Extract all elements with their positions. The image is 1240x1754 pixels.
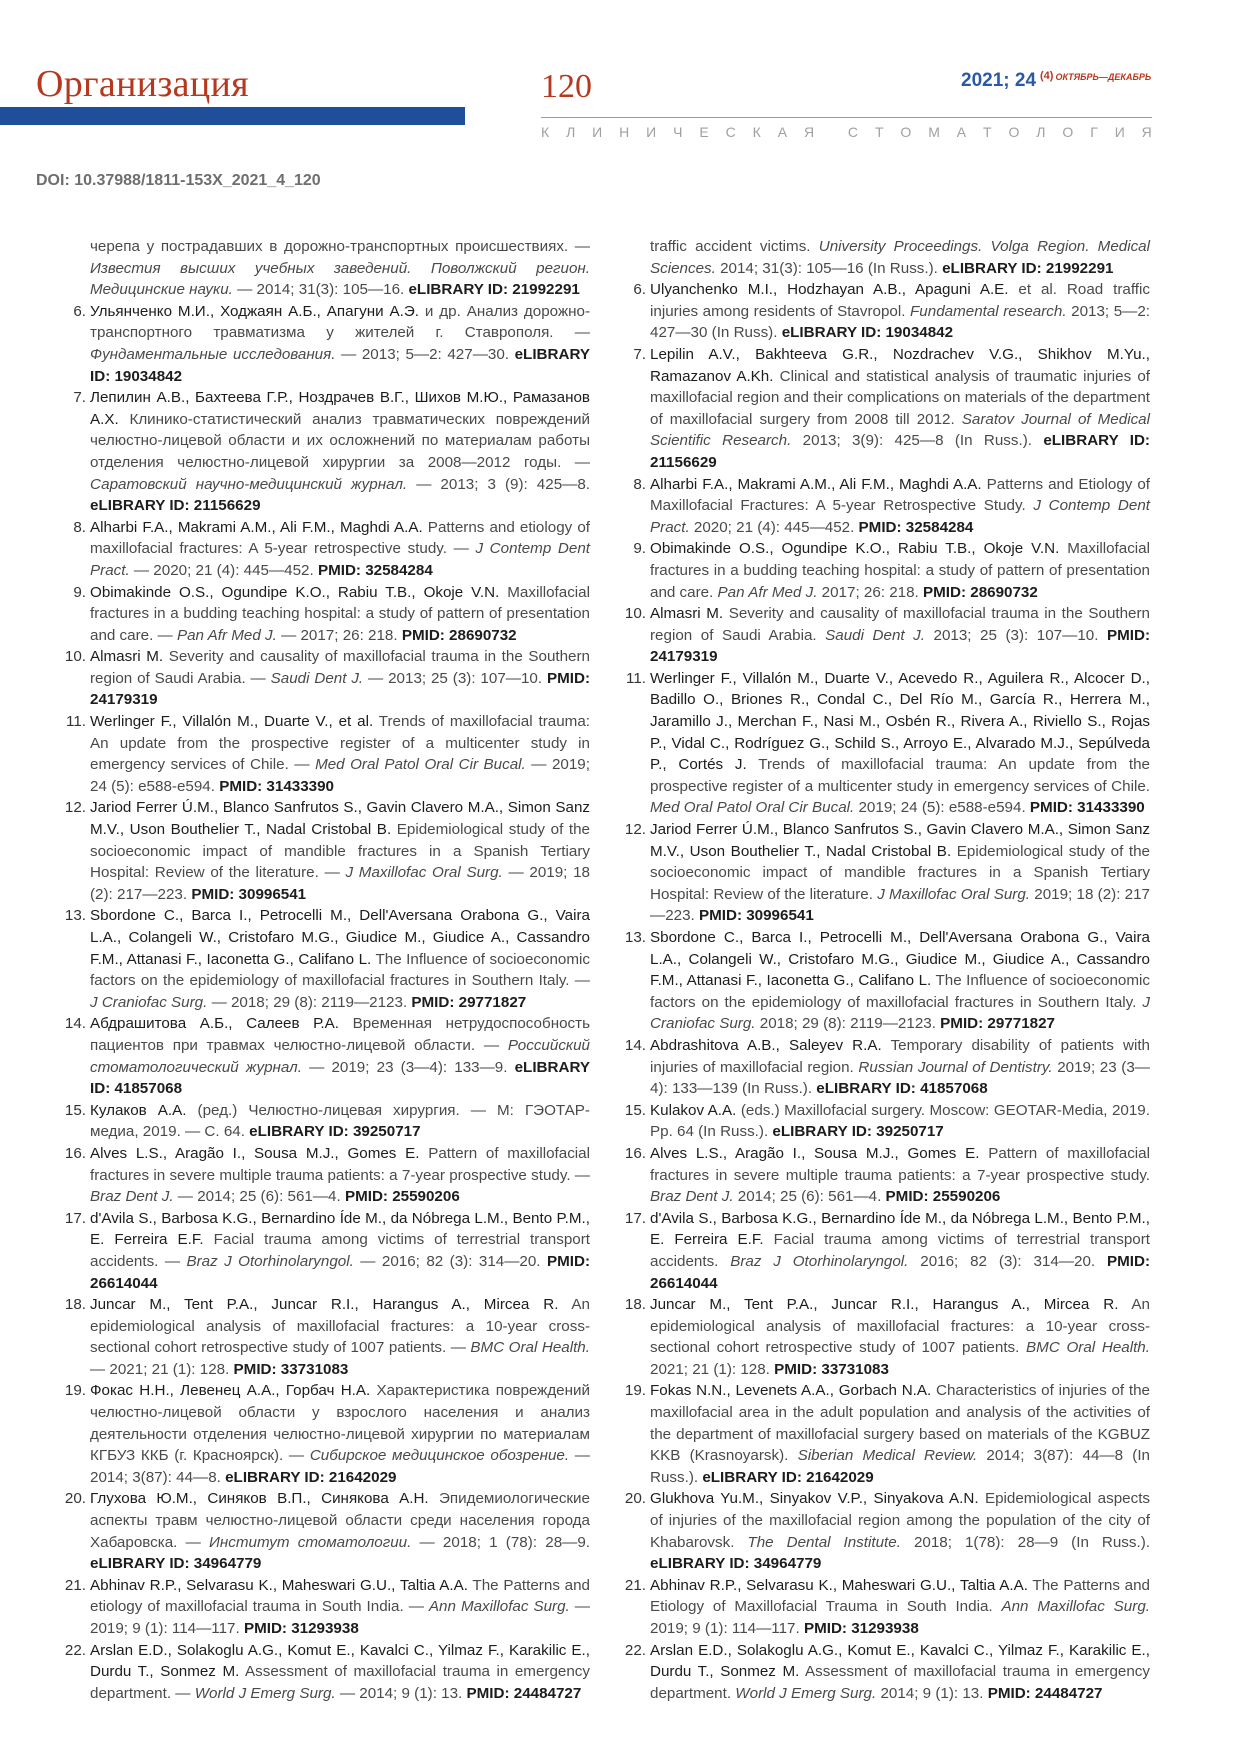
ref-title: (eds.) Maxillofacial surgery. Moscow: GEOTAR-Media, 2019. Pp. 64 (In Russ.). xyxy=(650,1101,1150,1141)
ref-authors: Sbordone C., Barca I., Petrocelli M., Dell'Aversana Orabona G., Vaira L.A., Colangeli W., Cristofaro M.G., Giudice M., Giudice A., Cassandro F.M., Attanasi F., Iaconetta G., Califano L. xyxy=(90,907,590,968)
ref-journal: Известия высших учебных заведений. Поволжский регион. Медицинские науки. xyxy=(90,259,590,299)
reference-item xyxy=(62,646,590,711)
ref-identifier[interactable]: PMID: 26614044 xyxy=(650,1252,1150,1292)
ref-details: — 2019; 9 (1): 114—117. xyxy=(90,1598,590,1637)
ref-details: — 2019; 23 (3—4): 133—9. xyxy=(301,1058,515,1076)
ref-identifier[interactable]: eLIBRARY ID: 21156629 xyxy=(650,432,1150,471)
ref-journal: Med Oral Patol Oral Cir Bucal. xyxy=(650,799,855,817)
ref-journal: Braz J Otorhinolaryngol. xyxy=(186,1252,354,1270)
journal-letter: Е xyxy=(699,124,709,140)
journal-letter: Я xyxy=(803,124,815,140)
ref-number: 9. xyxy=(73,583,86,601)
ref-details: 2019; 23 (3—4): 133—139 (In Russ.). xyxy=(650,1058,1150,1098)
ref-title: Эпидемиологические аспекты травм челюстно-лицевой области среди населения города Хабаровска. — xyxy=(90,1490,590,1551)
ref-number: 12. xyxy=(64,799,86,817)
ref-journal: World J Emerg Surg. xyxy=(735,1684,877,1702)
ref-identifier[interactable]: eLIBRARY ID: 41857068 xyxy=(90,1058,590,1098)
ref-authors: Абдрашитова А.Б., Салеев Р.А. xyxy=(90,1015,339,1033)
ref-number: 22. xyxy=(64,1641,86,1659)
ref-authors: Werlinger F., Villalón M., Duarte V., et al. xyxy=(90,713,374,731)
ref-details: 2014; 31(3): 105—16 (In Russ.). xyxy=(715,259,943,277)
ref-identifier[interactable]: PMID: 31433390 xyxy=(219,777,335,795)
reference-item xyxy=(62,301,590,387)
ref-details: 2014; 9 (1): 13. xyxy=(876,1684,988,1702)
ref-authors: Arslan E.D., Solakoglu A.G., Komut E., Kavalci C., Yilmaz F., Karakilic E., Durdu T., Sonmez M. xyxy=(90,1641,590,1681)
ref-details: 2013; 5—2: 427—30 (In Russ). xyxy=(650,302,1150,342)
ref-title: Facial trauma among victims of terrestrial transport accidents. xyxy=(650,1231,1150,1270)
ref-number: 14. xyxy=(64,1015,86,1033)
ref-identifier[interactable]: eLIBRARY ID: 19034842 xyxy=(90,345,590,385)
ref-title: черепа у пострадавших в дорожно-транспортных происшествиях. — xyxy=(90,238,590,255)
ref-identifier[interactable]: eLIBRARY ID: 21992291 xyxy=(408,281,580,299)
header-rule xyxy=(541,117,1152,118)
ref-number: 17. xyxy=(64,1209,86,1227)
ref-title: The Influence of socioeconomic factors on the epidemiology of maxillofacial fractures in Southern Italy. — xyxy=(90,950,590,990)
ref-title: An epidemiological analysis of maxillofacial fractures: a 10-year cross-sectional cohort retrospective study of 1007 patients. xyxy=(650,1296,1151,1357)
journal-letter: О xyxy=(1062,124,1074,140)
ref-number: 7. xyxy=(73,389,86,407)
reference-item xyxy=(62,1575,590,1640)
ref-identifier[interactable]: eLIBRARY ID: 39250717 xyxy=(249,1123,421,1141)
ref-journal: Pan Afr Med J. xyxy=(717,583,818,601)
journal-letter: А xyxy=(956,124,967,140)
ref-authors: Jariod Ferrer Ú.M., Blanco Sanfrutos S., Gavin Clavero M.A., Simon Sanz M.V., Uson Bouthelier T., Nadal Cristobal B. xyxy=(90,799,590,839)
ref-authors: Alves L.S., Aragão I., Sousa M.J., Gomes E. xyxy=(90,1144,420,1162)
ref-identifier[interactable]: eLIBRARY ID: 34964779 xyxy=(90,1555,262,1573)
ref-number: 14. xyxy=(624,1036,646,1054)
journal-letter: К xyxy=(541,124,550,140)
header-accent-bar xyxy=(0,107,465,125)
ref-journal: Saudi Dent J. xyxy=(270,669,364,687)
ref-title: The Patterns and etiology of maxillofacial trauma in South India. — xyxy=(90,1576,590,1616)
ref-details: 2019; 18 (2): 217—223. xyxy=(650,885,1150,925)
ref-identifier[interactable]: PMID: 30996541 xyxy=(191,885,307,903)
ref-identifier[interactable]: eLIBRARY ID: 21642029 xyxy=(702,1468,874,1486)
ref-authors: Almasri M. xyxy=(650,605,724,623)
ref-number: 19. xyxy=(624,1382,646,1400)
ref-number: 15. xyxy=(624,1101,646,1119)
ref-details: 2013; 3(9): 425—8 (In Russ.). xyxy=(791,432,1044,450)
ref-identifier[interactable]: PMID: 24484727 xyxy=(987,1684,1103,1702)
ref-number: 7. xyxy=(633,345,646,363)
ref-authors: Arslan E.D., Solakoglu A.G., Komut E., Kavalci C., Yilmaz F., Karakilic E., Durdu T., Sonmez M. xyxy=(650,1641,1150,1681)
ref-number: 11. xyxy=(66,713,86,731)
ref-details: — 2014; 25 (6): 561—4. xyxy=(173,1188,345,1206)
ref-identifier[interactable]: eLIBRARY ID: 21642029 xyxy=(225,1468,397,1486)
ref-number: 10. xyxy=(624,605,646,623)
ref-journal: J Craniofac Surg. xyxy=(650,993,1150,1033)
reference-item xyxy=(622,819,1150,927)
ref-journal: Российский стоматологический журнал. xyxy=(90,1036,590,1076)
reference-item xyxy=(62,1294,590,1380)
ref-title: и др. Анализ дорожно-транспортного травматизма у жителей г. Ставрополя. — xyxy=(90,302,591,342)
ref-journal: J Maxillofac Oral Surg. xyxy=(345,864,503,882)
ref-journal: Ann Maxillofac Surg. xyxy=(1001,1598,1150,1616)
ref-identifier[interactable]: PMID: 31293938 xyxy=(243,1620,359,1637)
ref-title: Epidemiological study of the socioeconomic impact of mandible fractures in a Spanish Tertiary Hospital: Review of the literature. — xyxy=(90,821,590,882)
reference-item xyxy=(62,1380,590,1488)
ref-details: — 2014; 31(3): 105—16. xyxy=(232,281,409,299)
journal-letter: Ч xyxy=(673,124,683,140)
ref-number: 21. xyxy=(624,1576,646,1594)
ref-details: 2014; 3(87): 44—8 (In Russ.). xyxy=(650,1447,1150,1486)
reference-item xyxy=(62,236,590,301)
ref-title: Temporary disability of patients with injuries of maxillofacial region. xyxy=(650,1036,1150,1076)
journal-letter: И xyxy=(646,124,657,140)
ref-authors: Abhinav R.P., Selvarasu K., Maheswari G.U., Taltia A.A. xyxy=(90,1576,468,1594)
ref-identifier[interactable]: PMID: 29771827 xyxy=(411,993,527,1011)
reference-item xyxy=(62,582,590,647)
ref-journal: Braz Dent J. xyxy=(650,1188,734,1206)
ref-journal: Саратовский научно-медицинский журнал. xyxy=(90,475,408,493)
ref-number: 16. xyxy=(64,1144,86,1162)
ref-authors: d'Avila S., Barbosa K.G., Bernardino Íde M., da Nóbrega L.M., Bento P.M., E. Ferreira E.F. xyxy=(650,1209,1150,1249)
ref-journal: Институт стоматологии. xyxy=(209,1533,412,1551)
ref-identifier[interactable]: PMID: 32584284 xyxy=(317,561,433,579)
ref-identifier[interactable]: PMID: 33731083 xyxy=(233,1360,349,1378)
ref-identifier[interactable]: PMID: 24179319 xyxy=(90,669,590,709)
ref-number: 18. xyxy=(64,1296,86,1314)
ref-identifier[interactable]: PMID: 28690732 xyxy=(401,626,517,644)
ref-authors: Alharbi F.A., Makrami A.M., Ali F.M., Maghdi A.A. xyxy=(650,475,982,493)
reference-item xyxy=(622,1100,1150,1143)
ref-details: 2021; 21 (1): 128. xyxy=(650,1360,775,1378)
ref-title: (ред.) Челюстно-лицевая хирургия. — М: ГЭОТАР-медиа, 2019. — С. 64. xyxy=(90,1101,590,1141)
ref-identifier[interactable]: PMID: 26614044 xyxy=(90,1252,590,1292)
ref-authors: Lepilin A.V., Bakhteeva G.R., Nozdrachev V.G., Shikhov M.Yu., Ramazanov A.Kh. xyxy=(650,345,1150,385)
ref-title: Severity and causality of maxillofacial trauma in the Southern region of Saudi Arabia. — xyxy=(90,648,591,687)
ref-details: — 2019; 24 (5): e588-e594. xyxy=(90,756,590,795)
reference-item xyxy=(622,344,1150,474)
references-russian-column xyxy=(62,236,590,1704)
ref-title: Epidemiological study of the socioeconomic impact of mandible fractures in a Spanish Tertiary Hospital: Review of the literature. xyxy=(650,842,1150,903)
ref-details: 2018; 1(78): 28—9 (In Russ.). xyxy=(900,1533,1150,1551)
ref-journal: Фундаментальные исследования. xyxy=(90,345,336,363)
ref-journal: Braz Dent J. xyxy=(90,1188,174,1206)
ref-authors: Fokas N.N., Levenets A.A., Gorbach N.A. xyxy=(650,1382,932,1400)
ref-number: 6. xyxy=(73,302,86,320)
ref-details: 2013; 25 (3): 107—10. xyxy=(924,626,1107,644)
ref-authors: Кулаков А.А. xyxy=(90,1101,187,1119)
ref-details: 2019; 9 (1): 114—117. xyxy=(650,1620,804,1637)
ref-details: — 2013; 3 (9): 425—8. xyxy=(407,475,591,493)
journal-letter: А xyxy=(777,124,788,140)
ref-number: 11. xyxy=(626,669,646,687)
ref-identifier[interactable]: eLIBRARY ID: 34964779 xyxy=(650,1555,822,1573)
ref-journal: J Craniofac Surg. xyxy=(90,993,208,1011)
ref-identifier[interactable]: PMID: 30996541 xyxy=(698,907,814,925)
journal-letter: О xyxy=(900,124,912,140)
ref-authors: Alharbi F.A., Makrami A.M., Ali F.M., Maghdi A.A. xyxy=(90,518,423,536)
ref-title: The Patterns and Etiology of Maxillofacial Trauma in South India. xyxy=(650,1576,1150,1616)
ref-journal: Fundamental research. xyxy=(910,302,1067,320)
ref-journal: The Dental Institute. xyxy=(747,1533,901,1551)
ref-authors: Фокас Н.Н., Левенец А.А., Горбач Н.А. xyxy=(90,1382,371,1400)
ref-journal: J Maxillofac Oral Surg. xyxy=(877,885,1031,903)
ref-authors: Глухова Ю.М., Синяков В.П., Синякова А.Н. xyxy=(90,1490,429,1508)
ref-details: 2020; 21 (4): 445—452. xyxy=(689,518,859,536)
journal-letter: О xyxy=(1008,124,1020,140)
ref-authors: Abdrashitova A.B., Saleyev R.A. xyxy=(650,1036,882,1054)
ref-journal: J Contemp Dent Pract. xyxy=(650,497,1150,536)
reference-item xyxy=(62,1640,590,1705)
journal-letter: М xyxy=(928,124,940,140)
ref-details: — 2014; 3(87): 44—8. xyxy=(90,1447,590,1486)
reference-item xyxy=(622,1488,1150,1574)
reference-item xyxy=(62,905,590,1013)
ref-number: 13. xyxy=(624,929,646,946)
journal-letter: Н xyxy=(619,124,630,140)
ref-authors: Almasri M. xyxy=(90,648,164,666)
ref-title: Клинико-статистический анализ травматических повреждений челюстно-лицевой области и их осложнений по материалам работы отделения челюстно-лицевой хирургии за 2008—2012 годы. — xyxy=(90,410,590,471)
reference-item xyxy=(62,1208,590,1294)
ref-number: 21. xyxy=(64,1576,86,1594)
ref-identifier[interactable]: PMID: 31293938 xyxy=(803,1620,919,1637)
ref-journal: Ann Maxillofac Surg. xyxy=(428,1598,570,1616)
journal-letter: Т xyxy=(983,124,992,140)
references-english-column xyxy=(622,236,1150,1704)
journal-letter: Г xyxy=(1090,124,1098,140)
ref-journal: BMC Oral Health. xyxy=(1026,1339,1150,1357)
reference-item xyxy=(62,711,590,797)
ref-title: Trends of maxillofacial trauma: An update from the prospective register of a multicenter study in emergency services of Chile. xyxy=(650,756,1150,795)
ref-authors: Obimakinde O.S., Ogundipe K.O., Rabiu T.B., Okoje V.N. xyxy=(90,583,500,601)
ref-number: 12. xyxy=(624,821,646,839)
ref-number: 22. xyxy=(624,1641,646,1659)
ref-journal: Pan Afr Med J. xyxy=(176,626,277,644)
ref-details: 2014; 25 (6): 561—4. xyxy=(733,1188,886,1206)
ref-number: 6. xyxy=(633,281,646,299)
ref-title: Assessment of maxillofacial trauma in emergency department. xyxy=(650,1663,1150,1702)
ref-title: Pattern of maxillofacial fractures in severe multiple trauma patients: a 7-year prospective study. — xyxy=(90,1144,590,1184)
issue-months: ОКТЯБРЬ—ДЕКАБРЬ xyxy=(1055,72,1152,82)
ref-authors: Abhinav R.P., Selvarasu K., Maheswari G.U., Taltia A.A. xyxy=(650,1576,1028,1594)
reference-item xyxy=(622,1294,1150,1380)
reference-item xyxy=(62,1100,590,1143)
reference-item xyxy=(622,603,1150,668)
ref-title: Characteristics of injuries of the maxillofacial area in the adult population and analysis of the activities of the department of maxillofacial surgery based on materials of the KGBUZ KKB (Krasnoyarsk). xyxy=(650,1382,1150,1465)
journal-letter: Л xyxy=(1036,124,1046,140)
ref-number: 20. xyxy=(64,1490,86,1508)
ref-journal: Siberian Medical Review. xyxy=(797,1447,978,1465)
ref-authors: Alves L.S., Aragão I., Sousa M.J., Gomes E. xyxy=(650,1144,980,1162)
ref-title: Временная нетрудоспособность пациентов при травмах челюстно-лицевой области. — xyxy=(90,1015,590,1054)
ref-identifier[interactable]: PMID: 33731083 xyxy=(774,1360,889,1378)
journal-letter: Я xyxy=(1141,124,1152,140)
ref-journal: Russian Journal of Dentistry. xyxy=(858,1058,1053,1076)
reference-item xyxy=(62,517,590,582)
journal-letter: И xyxy=(592,124,603,140)
journal-letter: С xyxy=(725,124,736,140)
ref-authors: Kulakov A.A. xyxy=(650,1101,737,1119)
ref-journal: World J Emerg Surg. xyxy=(194,1684,336,1702)
reference-item xyxy=(622,1035,1150,1100)
ref-details: — 2017; 26: 218. xyxy=(276,626,402,644)
ref-authors: Werlinger F., Villalón M., Duarte V., Acevedo R., Aguilera R., Alcocer D., Badillo O., Briones R., Condal C., Del Río M., García R., Herrera M., Jaramillo J., Merchan F., Nasi M., Osbén R., Rivera A., Riviello S., Rojas P., Vidal C., Rodríguez G., Schild S., Arroyo E., Alvarado M.J., Sepúlveda P., Cortés J. xyxy=(650,669,1150,774)
reference-item xyxy=(622,1640,1150,1705)
section-title: Организация xyxy=(36,63,249,105)
issue-year-volume: 2021; 24 xyxy=(961,70,1037,91)
reference-item xyxy=(622,1208,1150,1294)
ref-journal: Saudi Dent J. xyxy=(825,626,925,644)
ref-journal: BMC Oral Health. xyxy=(470,1339,590,1357)
reference-item xyxy=(62,1143,590,1208)
reference-item xyxy=(622,474,1150,539)
ref-details: 2017; 26: 218. xyxy=(817,583,923,601)
ref-identifier[interactable]: eLIBRARY ID: 21156629 xyxy=(90,497,261,515)
ref-title: Facial trauma among victims of terrestrial transport accidents. — xyxy=(90,1231,590,1270)
ref-identifier[interactable]: PMID: 24484727 xyxy=(466,1684,582,1702)
reference-item xyxy=(62,1013,590,1099)
ref-title: Severity and causality of maxillofacial trauma in the Southern region of Saudi Arabia. xyxy=(650,605,1151,644)
reference-item xyxy=(622,279,1150,344)
ref-title: Maxillofacial fractures in a budding teaching hospital: a study of pattern of presentation and care. — xyxy=(90,583,590,644)
ref-number: 8. xyxy=(633,475,646,493)
ref-details: — 2019; 18 (2): 217—223. xyxy=(90,864,590,903)
ref-number: 10. xyxy=(64,648,86,666)
ref-details: — 2020; 21 (4): 445—452. xyxy=(129,561,318,579)
ref-details: — 2018; 29 (8): 2119—2123. xyxy=(207,993,412,1011)
ref-title: The Influence of socioeconomic factors on the epidemiology of maxillofacial fractures in Southern Italy. xyxy=(650,972,1150,1011)
ref-identifier[interactable]: eLIBRARY ID: 21992291 xyxy=(942,259,1114,277)
ref-identifier[interactable]: PMID: 29771827 xyxy=(940,1015,1055,1033)
reference-item xyxy=(622,927,1150,1035)
reference-item xyxy=(622,668,1150,819)
reference-item xyxy=(622,236,1150,279)
ref-title: traffic accident victims. xyxy=(650,238,819,255)
ref-number: 15. xyxy=(64,1101,86,1119)
ref-number: 8. xyxy=(73,518,86,536)
ref-identifier[interactable]: eLIBRARY ID: 39250717 xyxy=(772,1123,944,1141)
ref-number: 19. xyxy=(64,1382,86,1400)
ref-authors: Sbordone C., Barca I., Petrocelli M., Dell'Aversana Orabona G., Vaira L.A., Colangeli W., Cristofaro M.G., Giudice M., Giudice A., Cassandro F.M., Attanasi F., Iaconetta G., Califano L. xyxy=(650,929,1150,990)
ref-details: 2019; 24 (5): e588-e594. xyxy=(854,799,1030,817)
ref-authors: d'Avila S., Barbosa K.G., Bernardino Íde M., da Nóbrega L.M., Bento P.M., E. Ferreira E.F. xyxy=(90,1209,590,1249)
ref-journal: Med Oral Patol Oral Cir Bucal. xyxy=(315,756,526,774)
ref-number: 17. xyxy=(624,1209,646,1227)
ref-journal: Braz J Otorhinolaryngol. xyxy=(730,1252,909,1270)
ref-journal: University Proceedings. Volga Region. Medical Sciences. xyxy=(650,238,1151,277)
ref-identifier[interactable]: PMID: 28690732 xyxy=(923,583,1038,601)
ref-identifier[interactable]: eLIBRARY ID: 19034842 xyxy=(781,324,954,342)
ref-number: 18. xyxy=(624,1296,646,1314)
ref-title: Pattern of maxillofacial fractures in severe multiple trauma patients: a 7-year prospective study. xyxy=(650,1144,1150,1184)
ref-title: Epidemiological aspects of injuries of the maxillofacial region among the population of the city of Khabarovsk. xyxy=(650,1490,1151,1551)
ref-details: — 2014; 9 (1): 13. xyxy=(335,1684,467,1702)
ref-details: — 2016; 82 (3): 314—20. xyxy=(353,1252,547,1270)
reference-item xyxy=(622,1143,1150,1208)
reference-item xyxy=(62,387,590,517)
ref-title: Patterns and Etiology of Maxillofacial Fractures: A 5-year Retrospective Study. xyxy=(650,475,1150,515)
ref-authors: Glukhova Yu.M., Sinyakov V.P., Sinyakova A.N. xyxy=(650,1490,979,1508)
ref-identifier[interactable]: PMID: 32584284 xyxy=(858,518,974,536)
reference-item xyxy=(62,1488,590,1574)
ref-journal: Saratov Journal of Medical Scientific Research. xyxy=(650,410,1150,450)
ref-number: 13. xyxy=(64,907,86,925)
ref-number: 20. xyxy=(624,1490,646,1508)
ref-details: — 2021; 21 (1): 128. xyxy=(90,1360,234,1378)
ref-number: 16. xyxy=(624,1144,646,1162)
reference-item xyxy=(622,1380,1150,1488)
ref-title: Характеристика повреждений челюстно-лицевой области у взрослого населения и анализ деятельности отделения челюстно-лицевой хирургии по материалам КГБУЗ ККБ (г. Красноярск). — xyxy=(90,1382,590,1465)
ref-identifier[interactable]: PMID: 31433390 xyxy=(1029,799,1145,817)
ref-journal: J Contemp Dent Pract. xyxy=(90,540,590,579)
reference-item xyxy=(62,797,590,905)
ref-journal: Сибирское медицинское обозрение. xyxy=(309,1447,570,1465)
ref-authors: Ulyanchenko M.I., Hodzhayan A.B., Apaguni A.E. xyxy=(650,281,1009,299)
ref-identifier[interactable]: PMID: 25590206 xyxy=(344,1188,460,1206)
ref-title: Patterns and etiology of maxillofacial fractures: A 5-year retrospective study. — xyxy=(90,518,590,558)
ref-details: — 2013; 5—2: 427—30. xyxy=(335,345,515,363)
ref-identifier[interactable]: PMID: 25590206 xyxy=(885,1188,1001,1206)
journal-letter: С xyxy=(847,124,859,140)
ref-authors: Jariod Ferrer Ú.M., Blanco Sanfrutos S., Gavin Clavero M.A., Simon Sanz M.V., Uson Bouthelier T., Nadal Cristobal B. xyxy=(650,821,1150,860)
ref-title: An epidemiological analysis of maxillofacial fractures: a 10-year cross-sectional cohort retrospective study of 1007 patients. — xyxy=(90,1296,591,1357)
ref-authors: Obimakinde O.S., Ogundipe K.O., Rabiu T.B., Okoje V.N. xyxy=(650,540,1060,558)
journal-letter: И xyxy=(1114,124,1125,140)
ref-title: Clinical and statistical analysis of traumatic injuries of maxillofacial region and their complications on materials of the department of maxillofacial surgery from 2008 till 2012. xyxy=(650,367,1150,428)
ref-identifier[interactable]: PMID: 24179319 xyxy=(650,626,1150,666)
reference-item xyxy=(622,538,1150,603)
issue-info xyxy=(961,70,1151,92)
ref-authors: Лепилин А.В., Бахтеева Г.Р., Ноздрачев В.Г., Шихов М.Ю., Рамазанов А.Х. xyxy=(90,389,590,428)
ref-details: 2016; 82 (3): 314—20. xyxy=(908,1252,1107,1270)
reference-item xyxy=(622,1575,1150,1640)
ref-title: Assessment of maxillofacial trauma in emergency department. — xyxy=(90,1663,590,1702)
ref-authors: Ульянченко М.И., Ходжаян А.Б., Апагуни А.Э. xyxy=(90,302,419,320)
ref-identifier[interactable]: eLIBRARY ID: 41857068 xyxy=(816,1080,988,1098)
ref-title: Maxillofacial fractures in a budding teaching hospital: a study of pattern of presentation and care. xyxy=(650,540,1150,601)
ref-details: — 2013; 25 (3): 107—10. xyxy=(363,669,547,687)
doi: DOI: 10.37988/1811-153X_2021_4_120 xyxy=(36,172,321,189)
journal-letter: Т xyxy=(874,124,884,140)
journal-letter: Л xyxy=(566,124,576,140)
ref-details: 2018; 29 (8): 2119—2123. xyxy=(755,1015,941,1033)
ref-details: — 2018; 1 (78): 28—9. xyxy=(411,1533,590,1551)
ref-title: et al. Road traffic injuries among residents of Stavropol. xyxy=(650,281,1150,320)
ref-authors: Juncar M., Tent P.A., Juncar R.I., Harangus A., Mircea R. xyxy=(650,1296,1119,1314)
ref-authors: Juncar M., Tent P.A., Juncar R.I., Harangus A., Mircea R. xyxy=(90,1296,559,1314)
issue-number: (4) xyxy=(1040,70,1054,82)
ref-number: 9. xyxy=(633,540,646,558)
journal-name xyxy=(541,124,1152,140)
page-number: 120 xyxy=(541,68,592,105)
ref-title: Trends of maxillofacial trauma: An update from the prospective register of a multicenter study in emergency services of Chile. — xyxy=(90,713,590,774)
journal-letter: К xyxy=(752,124,761,140)
